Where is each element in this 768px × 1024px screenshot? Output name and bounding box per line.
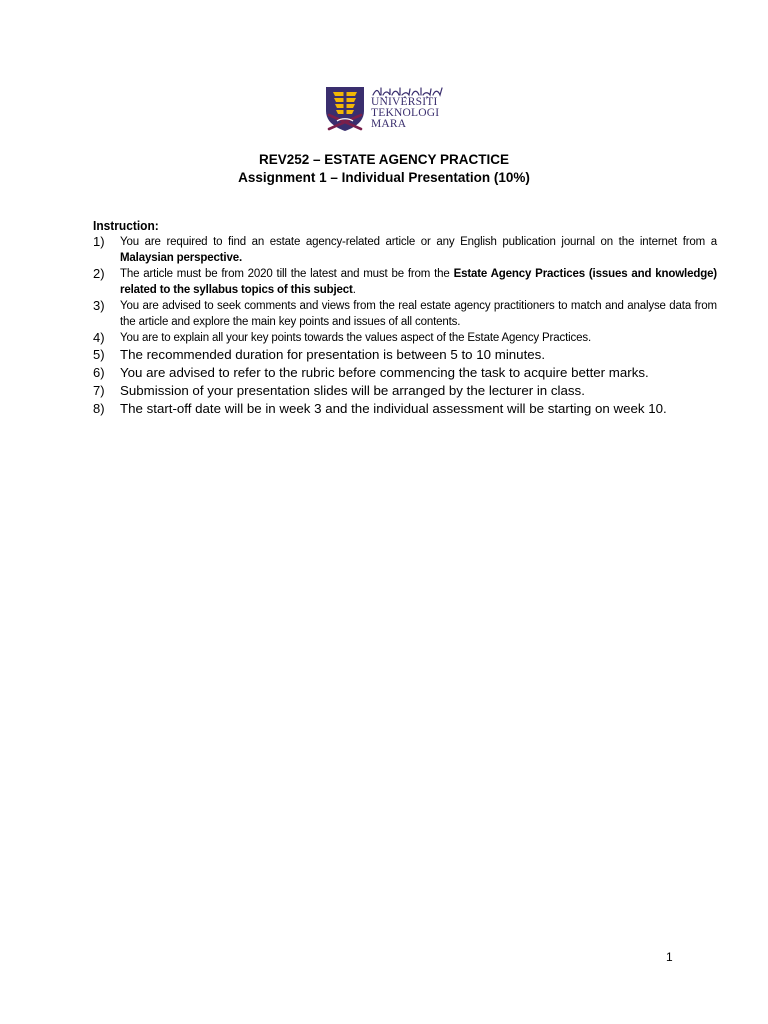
item-text-bold: Estate Agency Practices (issues and knowledge) related to the syllabus topics of this subject bbox=[120, 268, 717, 296]
item-text: You are advised to seek comments and views from the real estate agency practitioners to match and analyse data from the article and explore the main key points and issues of all contents. bbox=[120, 300, 717, 328]
item-number: 8) bbox=[93, 401, 105, 416]
uitm-crest-icon bbox=[323, 85, 367, 133]
item-text-main: The article must be from 2020 till the latest and must be from the bbox=[120, 268, 454, 280]
item-number: 6) bbox=[93, 365, 105, 380]
item-number: 7) bbox=[93, 383, 105, 398]
item-text: Submission of your presentation slides will be arranged by the lecturer in class. bbox=[120, 383, 585, 398]
item-number: 2) bbox=[93, 266, 105, 281]
item-number: 4) bbox=[93, 330, 105, 345]
list-item bbox=[93, 298, 717, 330]
logo-line-teknologi: TEKNOLOGI bbox=[371, 107, 440, 119]
item-text-main: You are required to find an estate agency-related article or any English publication journal on the internet from a bbox=[120, 236, 717, 248]
item-text-bold: Malaysian perspective. bbox=[120, 252, 242, 264]
item-text: You are advised to refer to the rubric before commencing the task to acquire better marks. bbox=[120, 365, 649, 380]
page-number: 1 bbox=[666, 950, 673, 964]
list-item bbox=[93, 266, 717, 298]
item-text-after: . bbox=[352, 284, 356, 296]
item-number: 1) bbox=[93, 234, 105, 249]
list-item bbox=[93, 330, 717, 346]
instruction-list bbox=[93, 234, 717, 418]
logo-line-universiti: UNIVERSITI bbox=[371, 96, 438, 108]
item-text: The start-off date will be in week 3 and the individual assessment will be starting on week 10. bbox=[120, 401, 667, 416]
uitm-logo bbox=[323, 85, 448, 133]
assignment-title: Assignment 1 – Individual Presentation (10%) bbox=[238, 170, 530, 185]
list-item bbox=[93, 346, 717, 364]
item-number: 3) bbox=[93, 298, 105, 313]
list-item bbox=[93, 234, 717, 266]
item-text: The recommended duration for presentation is between 5 to 10 minutes. bbox=[120, 347, 546, 362]
instruction-heading: Instruction: bbox=[93, 218, 159, 233]
item-number: 5) bbox=[93, 347, 105, 362]
logo-line-mara: MARA bbox=[371, 118, 407, 130]
course-title: REV252 – ESTATE AGENCY PRACTICE bbox=[258, 152, 510, 167]
list-item bbox=[93, 364, 717, 382]
item-text bbox=[120, 266, 717, 298]
logo-wordmark bbox=[371, 97, 439, 130]
list-item bbox=[93, 382, 717, 400]
item-text bbox=[120, 234, 717, 266]
item-text: You are to explain all your key points towards the values aspect of the Estate Agency Practices. bbox=[120, 332, 592, 344]
list-item bbox=[93, 400, 717, 418]
